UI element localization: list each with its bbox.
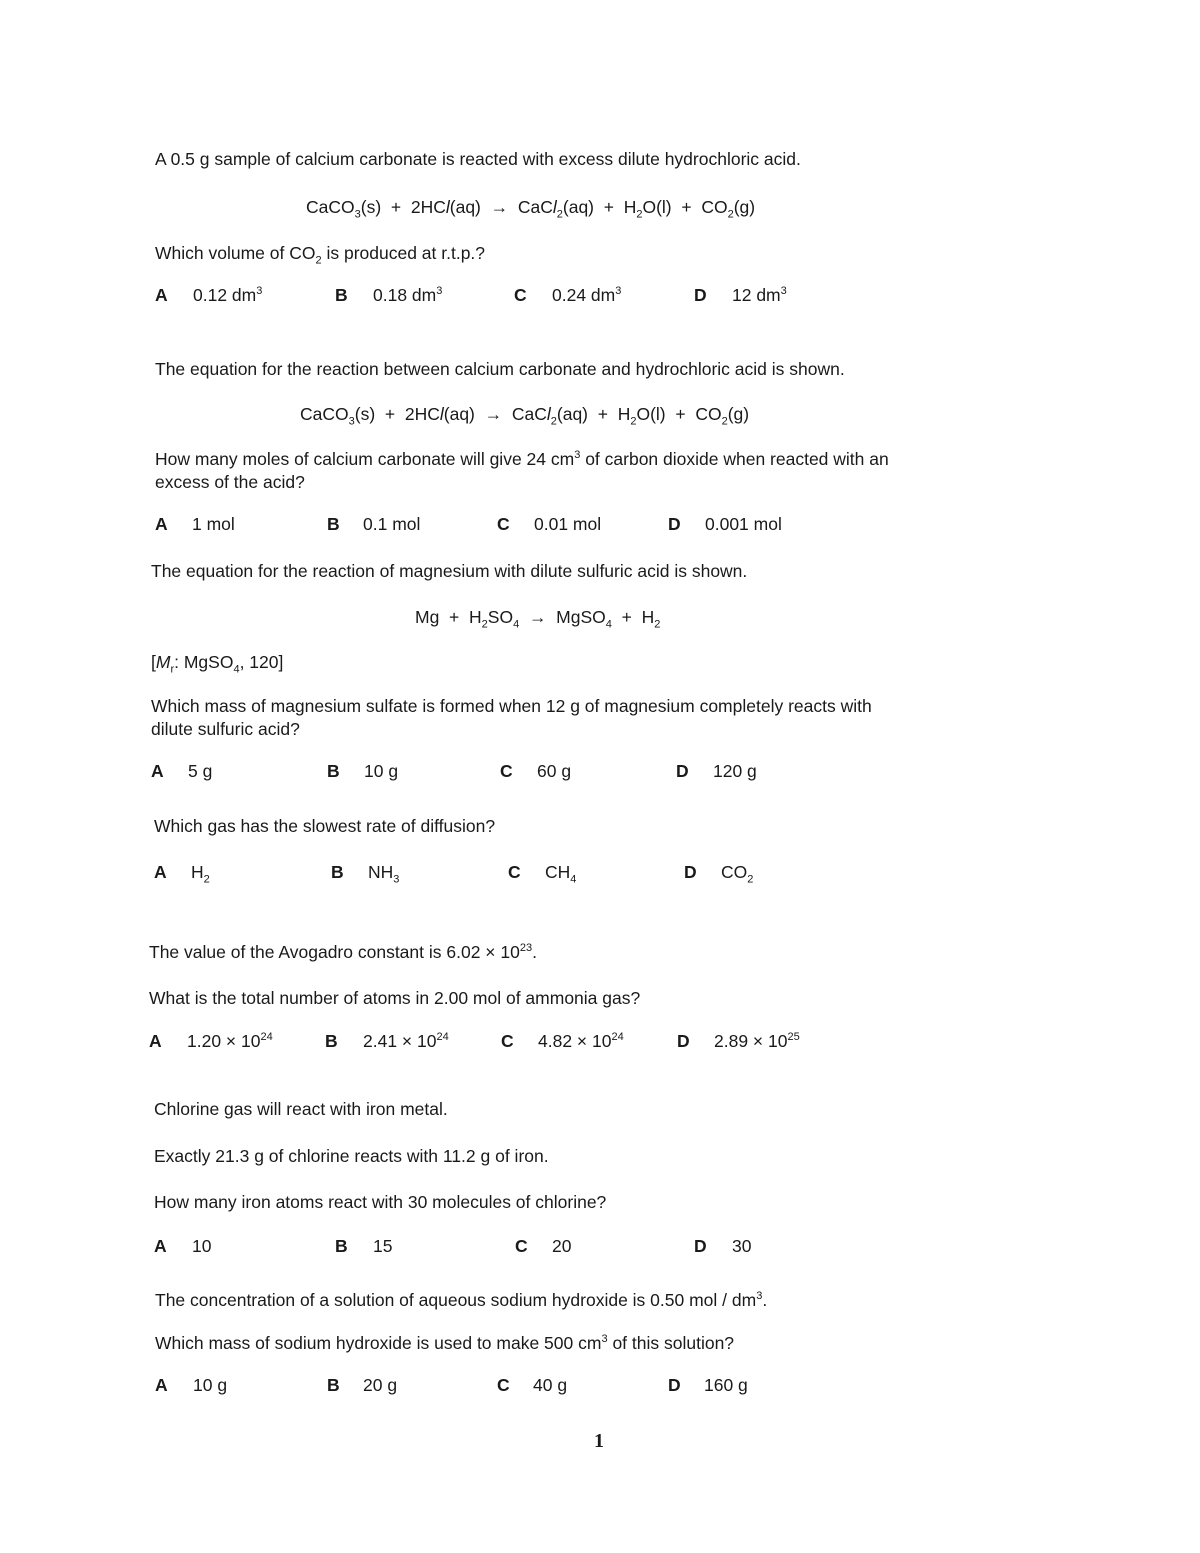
q6-option-d[interactable]: D 30 — [694, 1236, 752, 1256]
q4-question: Which gas has the slowest rate of diffusion? — [154, 816, 496, 836]
q7-option-b[interactable]: B 20 g — [327, 1375, 398, 1395]
q7-option-a[interactable]: A 10 g — [155, 1375, 228, 1395]
q1-option-a[interactable]: A 0.12 $dm^3$ — [155, 285, 263, 305]
q6-option-a[interactable]: A 10 — [154, 1236, 212, 1256]
q2-option-d[interactable]: D 0.001 mol — [668, 514, 782, 534]
q6-line1: Chlorine gas will react with iron metal. — [154, 1099, 448, 1119]
q7-question: Which mass of sodium hydroxide is used to make 500 $cm^3$ of this solution? — [155, 1333, 735, 1353]
q3-option-d[interactable]: D 120 g — [676, 761, 757, 781]
q5-option-c[interactable]: C $4.82 \times 10^{24}$ — [501, 1031, 624, 1051]
q6-question: How many iron atoms react with 30 molecules of chlorine? — [154, 1192, 607, 1212]
q2-option-b[interactable]: B 0.1 mol — [327, 514, 421, 534]
q1-option-b[interactable]: B 0.18 $dm^3$ — [335, 285, 443, 305]
q1-intro: A 0.5 g sample of calcium carbonate is reacted with excess dilute hydrochloric acid. — [155, 149, 801, 169]
q5-option-b[interactable]: B $2.41 \times 10^{24}$ — [325, 1031, 449, 1051]
q2-equation: CaCO$_3$(s) + 2HCl(aq) → CaCl$_2$(aq) + $H_2O(l) + CO_2(g)$ — [300, 404, 750, 428]
q3-option-c[interactable]: C 60 g — [500, 761, 572, 781]
q4-option-a[interactable]: A $H_2$ — [154, 862, 210, 886]
q5-intro: The value of the Avogadro constant is $6.02 \times 10^{23}$. — [149, 942, 537, 962]
q4-option-b[interactable]: B $NH_3$ — [331, 862, 400, 886]
q5-option-d[interactable]: D $2.89 \times 10^{25}$ — [677, 1031, 800, 1051]
q6-option-b[interactable]: B 15 — [335, 1236, 393, 1256]
q3-intro: The equation for the reaction of magnesium with dilute sulfuric acid is shown. — [151, 561, 748, 581]
q7-option-c[interactable]: C 40 g — [497, 1375, 568, 1395]
q1-option-c[interactable]: C 0.24 $dm^3$ — [514, 285, 622, 305]
q3-equation: $Mg + H_2SO_4$ → MgSO$_4$ + $H_2$ — [415, 607, 661, 631]
q5-question: What is the total number of atoms in 2.00 mol of ammonia gas? — [149, 988, 641, 1008]
q7-option-d[interactable]: D 160 g — [668, 1375, 748, 1395]
q5-option-a[interactable]: A $1.20 \times 10^{24}$ — [149, 1031, 273, 1051]
q4-option-d[interactable]: D $CO_2$ — [684, 862, 754, 886]
q2-option-a[interactable]: A 1 mol — [155, 514, 235, 534]
page-number: 1 — [594, 1430, 604, 1452]
q3-option-a[interactable]: A 5 g — [151, 761, 213, 781]
q4-option-c[interactable]: C $CH_4$ — [508, 862, 577, 886]
q7-intro: The concentration of a solution of aqueous sodium hydroxide is 0.50 mol / $dm^3$. — [155, 1290, 768, 1310]
q6-option-c[interactable]: C 20 — [515, 1236, 572, 1256]
q1-equation: CaCO$_3$(s) + 2HCl(aq) → CaCl$_2$(aq) + $H_2O(l) + CO_2(g)$ — [306, 197, 756, 221]
q2-question: How many moles of calcium carbonate will give 24 $cm^3$ of carbon dioxide when reacted with an excess of the acid? — [155, 449, 889, 492]
q2-intro: The equation for the reaction between calcium carbonate and hydrochloric acid is shown. — [155, 359, 845, 379]
q1-question: Which volume of $CO_2$ is produced at r.t.p.? — [155, 243, 486, 267]
q1-option-d[interactable]: D 12 $dm^3$ — [694, 285, 787, 305]
q6-line2: Exactly 21.3 g of chlorine reacts with 11.2 g of iron. — [154, 1146, 549, 1166]
q3-question: Which mass of magnesium sulfate is formed when 12 g of magnesium completely reacts with dilute sulfuric acid? — [151, 696, 872, 739]
q3-option-b[interactable]: B 10 g — [327, 761, 399, 781]
q2-option-c[interactable]: C 0.01 mol — [497, 514, 602, 534]
q3-relative-mass: [$M_r$: MgSO$_4$, 120] — [151, 652, 284, 676]
